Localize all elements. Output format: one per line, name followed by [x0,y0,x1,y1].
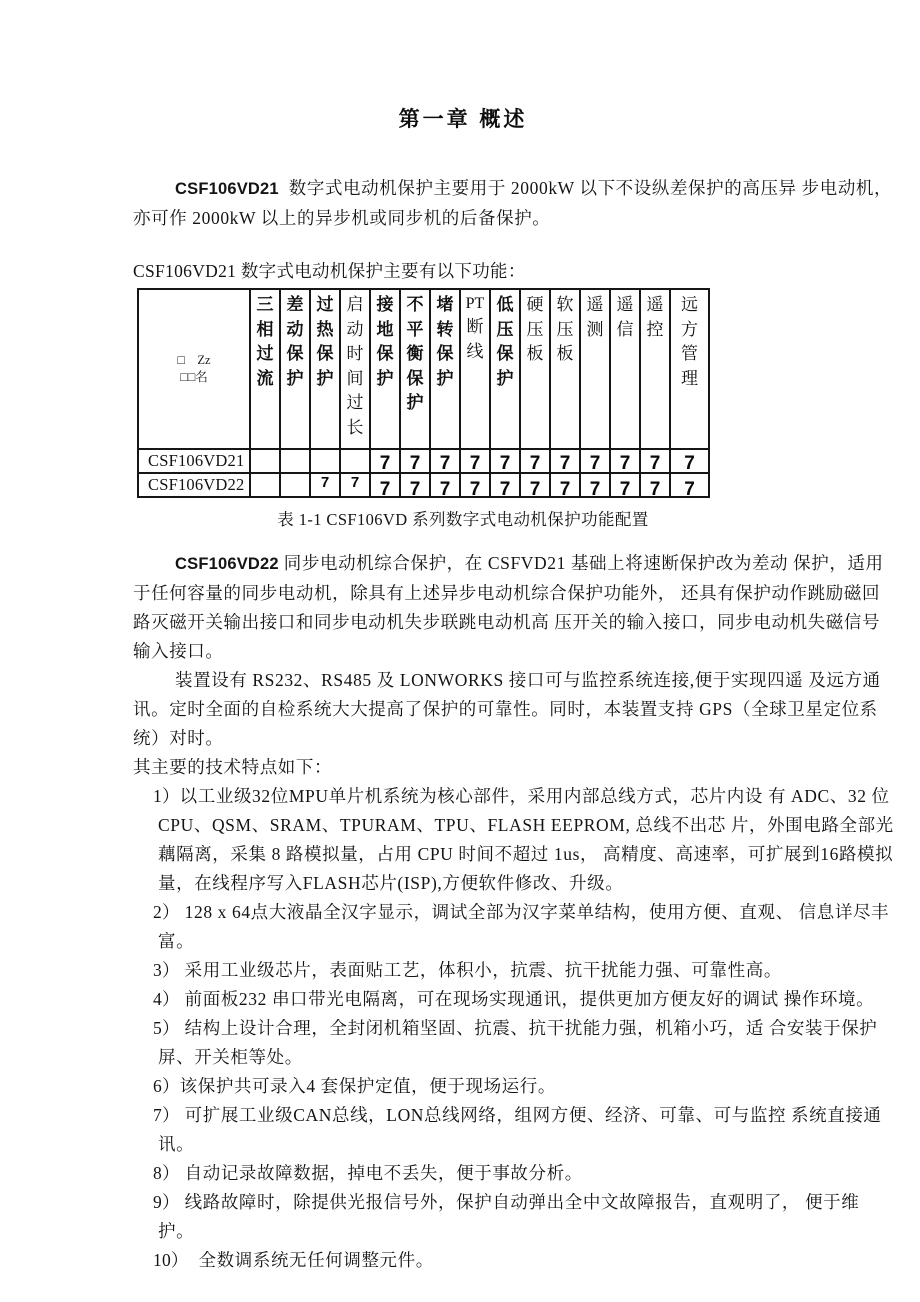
table-cell [370,473,400,500]
header-char: 动 [346,319,364,339]
header-char: 保 [496,344,514,363]
feature-item [133,956,895,985]
feature-number: 1） [153,786,180,806]
function-mark: 7 [529,453,541,474]
header-char: 过 [346,393,364,412]
header-char: 过 [256,344,274,363]
column-header [610,289,640,449]
row-label: CSF106VD21 [138,449,250,473]
feature-item [133,1014,895,1072]
column-header-vertical-text [431,290,459,391]
column-header [430,289,460,449]
feature-text: 以工业级32位MPU单片机系统为核心部件，采用内部总线方式，芯片内设 有 ADC、32 位 CPU、QSM、SRAM、TPURAM、TPU、FLASH EEPROM, 总线不出芯 片，外围电路全部光藕隔离，采集 8 路模拟量，占用 CPU 时间不超过 1us， 高精度、高速率，可扩展到16路模拟量，在线程序写入FLASH芯片(ISP),方便软件修改、升级。 [158,786,895,893]
table-cell [310,473,340,497]
function-mark: 7 [649,479,661,500]
table-cell [520,449,550,473]
function-mark: 7 [684,479,695,500]
feature-number: 10） [153,1250,189,1270]
header-char: 方 [681,319,698,339]
table-cell [490,449,520,473]
header-char: 压 [526,319,544,339]
feature-text: 采用工业级芯片，表面贴工艺，体积小，抗震、抗干扰能力强、可靠性高。 [179,960,782,980]
function-mark: 7 [379,453,391,474]
table-cell [310,449,340,473]
feature-number: 3） [153,960,180,980]
header-char: 软 [556,295,574,314]
header-char: 硬 [526,295,544,314]
feature-number: 4） [153,989,180,1009]
header-char: 护 [376,368,394,388]
function-mark: 7 [589,453,601,474]
column-header-vertical-text [641,290,669,342]
table-cell [460,449,490,473]
table-cell [550,473,580,500]
header-char: 堵 [436,295,454,314]
column-header-vertical-text [401,290,429,416]
header-char: 线 [466,341,484,361]
column-header-vertical-text [581,290,609,342]
table-intro-line: CSF106VD21 数字式电动机保护主要有以下功能： [133,261,526,281]
header-char: 接 [376,295,394,314]
table-row [138,449,709,473]
header-char: 平 [406,319,424,339]
column-header-vertical-text [371,290,399,391]
column-header-vertical-text [551,290,579,367]
feature-text: 可扩展工业级CAN总线，LON总线网络，组网方便、经济、可靠、可与监控 系统直接通讯。 [158,1105,882,1154]
feature-number: 7） [153,1105,180,1125]
function-mark: 7 [559,479,571,500]
table-cell [400,473,430,500]
header-char: 遥 [586,295,604,314]
column-header [250,289,280,449]
protection-function-table [137,288,710,498]
header-char: 流 [256,368,274,388]
header-char: 热 [316,319,334,339]
table-cell [430,473,460,500]
paragraph-communications: 装置设有 RS232、RS485 及 LONWORKS 接口可与监控系统连接,便于实现四遥 及远方通讯。定时全面的自检系统大大提高了保护的可靠性。同时，本装置支持 GPS（全球卫星定位系统）对时。 [133,670,881,748]
header-char: 遥 [616,295,634,314]
header-char: 控 [646,319,664,339]
table-cell [340,473,370,497]
header-char: 压 [556,319,574,339]
header-char: 护 [286,368,304,388]
feature-number: 2） [153,902,180,922]
row-label: CSF106VD22 [138,473,250,497]
column-header-vertical-text [521,290,549,367]
function-mark: 7 [499,453,511,474]
table-corner-header [138,289,250,449]
column-header-vertical-text [461,290,489,364]
table-cell [340,449,370,473]
column-header [400,289,430,449]
features-list [133,782,895,1275]
function-mark: 7 [649,453,661,474]
header-char: 遥 [646,295,664,314]
header-char: 相 [256,319,274,339]
table-cell [460,473,490,500]
feature-item [133,898,895,956]
feature-item [133,1159,895,1188]
function-mark: 7 [559,453,571,474]
table-cell [640,473,670,500]
function-mark: 7 [320,474,330,491]
header-char: 护 [316,368,334,388]
header-char: 管 [681,344,698,363]
table-cell [490,473,520,500]
header-char: 保 [316,344,334,363]
header-char: 时 [346,344,364,363]
table-cell [520,473,550,500]
header-char: 差 [286,295,304,314]
table-cell [430,449,460,473]
corner-header-line: □ Zz [177,353,211,367]
header-char: 地 [376,319,394,339]
table-cell [670,473,709,500]
function-mark: 7 [350,474,360,491]
feature-text: 线路故障时，除提供光报信号外，保护自动弹出全中文故障报告，直观明了， 便于维护。 [158,1192,860,1241]
feature-item [133,1246,895,1275]
header-char: 低 [496,295,514,314]
header-char: 间 [346,368,364,388]
model-name-vd21: CSF106VD21 [175,180,279,198]
header-char: 保 [286,344,304,363]
function-mark: 7 [379,479,391,500]
header-char: 护 [436,368,454,388]
function-table-header [138,289,709,449]
function-mark: 7 [619,453,631,474]
table-caption: 表 1-1 CSF106VD 系列数字式电动机保护功能配置 [277,510,649,529]
table-cell [610,473,640,500]
column-header-vertical-text [341,290,369,440]
header-char: 保 [376,344,394,363]
column-header [550,289,580,449]
column-header [370,289,400,449]
table-cell [250,473,280,497]
table-cell [280,449,310,473]
table-cell [400,449,430,473]
table-cell [670,449,709,473]
table-cell [580,473,610,500]
function-mark: 7 [529,479,541,500]
table-cell [370,449,400,473]
paragraph-vd21-text: 数字式电动机保护主要用于 2000kW 以下不设纵差保护的高压异 步电动机，亦可作 2000kW 以上的异步机或同步机的后备保护。 [133,178,893,228]
header-char: 理 [681,368,698,388]
column-header-vertical-text [311,290,339,391]
function-mark: 7 [409,453,421,474]
corner-header-line: □□名 [180,370,208,384]
header-char: 测 [586,319,604,339]
column-header [670,289,709,449]
feature-item [133,1188,895,1246]
table-cell [640,449,670,473]
function-table-body [138,449,709,500]
function-mark: 7 [439,479,451,500]
feature-item [133,782,895,898]
chapter-title: 第一章 概述 [398,108,528,131]
function-mark: 7 [409,479,421,500]
header-char: 压 [496,319,514,339]
table-cell [250,449,280,473]
header-char: 板 [556,344,574,363]
feature-text: 结构上设计合理，全封闭机箱坚固、抗震、抗干扰能力强，机箱小巧，适 合安装于保护屏、开关柜等处。 [158,1018,878,1067]
column-header-vertical-text [671,290,708,391]
column-header [580,289,610,449]
column-header-vertical-text [611,290,639,342]
function-mark: 7 [439,453,451,474]
header-char: 保 [406,368,424,388]
header-char: 保 [436,344,454,363]
column-header-vertical-text [251,290,279,391]
feature-number: 9） [153,1192,180,1212]
header-char: 不 [406,295,424,314]
function-mark: 7 [619,479,631,500]
column-header [310,289,340,449]
table-row [138,473,709,497]
column-header [340,289,370,449]
function-mark: 7 [469,479,481,500]
header-char: 板 [526,344,544,363]
feature-text: 全数调系统无任何调整元件。 [188,1250,434,1270]
column-header [640,289,670,449]
function-mark: 7 [589,479,601,500]
header-char: 远 [681,295,698,314]
table-cell [580,449,610,473]
header-char: 启 [346,295,364,314]
column-header [490,289,520,449]
header-char: 动 [286,319,304,339]
paragraph-vd22-overview [133,549,895,666]
model-name-vd22: CSF106VD22 [175,555,279,573]
header-char: PT [465,295,485,312]
header-char: 过 [316,295,334,314]
table-cell [550,449,580,473]
function-mark: 7 [499,479,511,500]
feature-item [133,1072,895,1101]
feature-text: 自动记录故障数据，掉电不丢失，便于事故分析。 [179,1163,583,1183]
feature-number: 6） [153,1076,180,1096]
header-char: 转 [436,319,454,339]
function-mark: 7 [469,453,481,474]
feature-number: 5） [153,1018,180,1038]
header-char: 长 [346,417,364,437]
feature-item [133,985,895,1014]
feature-text: 前面板232 串口带光电隔离，可在现场实现通讯，提供更加方便友好的调试 操作环境。 [179,989,875,1009]
header-char: 信 [616,319,634,339]
table-cell [610,449,640,473]
column-header-vertical-text [281,290,309,391]
header-char: 护 [496,368,514,388]
header-char: 断 [466,317,484,336]
header-char: 护 [406,393,424,412]
header-char: 三 [256,295,274,314]
feature-number: 8） [153,1163,180,1183]
feature-text: 该保护共可录入4 套保护定值，便于现场运行。 [179,1076,556,1096]
paragraph-vd21-overview [133,174,895,233]
features-heading: 其主要的技术特点如下： [133,757,333,777]
column-header [460,289,490,449]
paragraph-vd22-text: 同步电动机综合保护，在 CSFVD21 基础上将速断保护改为差动 保护，适用于任何容量的同步电动机，除具有上述异步电动机综合保护功能外， 还具有保护动作跳励磁回路灭磁开关输出接口和同步电动机失步联跳电动机高 压开关的输入接口，同步电动机失磁信号输入接口。 [133,553,884,661]
column-header [280,289,310,449]
feature-text: 128 x 64点大液晶全汉字显示，调试全部为汉字菜单结构，使用方便、直观、 信息详尽丰富。 [158,902,890,951]
column-header [520,289,550,449]
function-mark: 7 [684,453,695,474]
header-char: 衡 [406,344,424,363]
feature-item [133,1101,895,1159]
table-cell [280,473,310,497]
column-header-vertical-text [491,290,519,391]
